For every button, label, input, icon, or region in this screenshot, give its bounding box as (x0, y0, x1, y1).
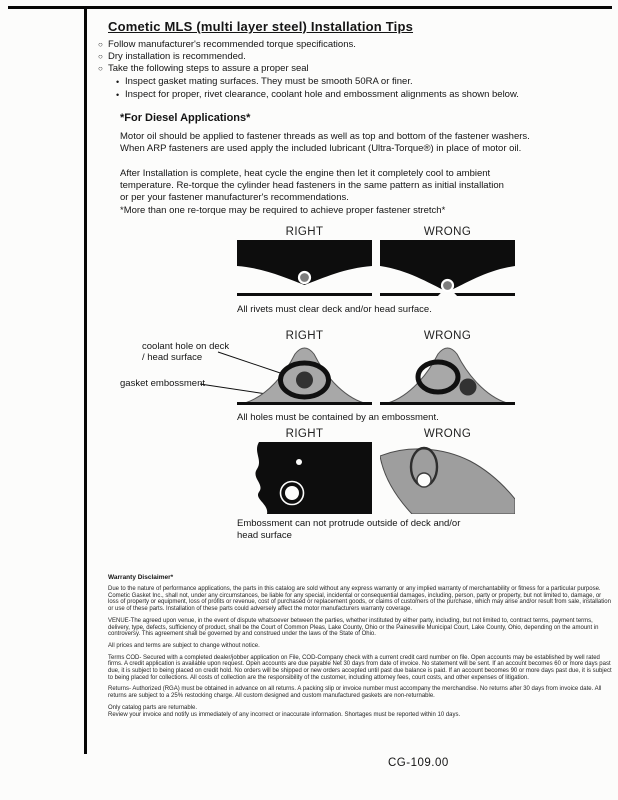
page-title: Cometic MLS (multi layer steel) Installation Tips (108, 19, 414, 34)
diesel-paragraph-2 (120, 168, 504, 204)
diesel-applications-heading: *For Diesel Applications* (120, 112, 251, 124)
paragraph-line: temperature. Re-torque the cylinder head fasteners in the same pattern as initial installation (120, 180, 504, 191)
list-item (116, 76, 608, 89)
paragraph-line: or per your fastener manufacturer's recommendations. (120, 192, 349, 203)
list-item (98, 63, 608, 75)
embossment-inside-illustration (237, 442, 372, 514)
dot-bullet-icon: • (116, 77, 120, 87)
bullet-text: Take the following steps to assure a proper seal (108, 63, 309, 74)
hole-contained-illustration (237, 344, 372, 406)
row1-right-header: RIGHT (285, 226, 324, 238)
rivet-right-diagram (237, 240, 372, 298)
warranty-disclaimer-section (108, 574, 613, 723)
warranty-paragraph: Only catalog parts are returnable. (108, 704, 198, 711)
paragraph-line: After Installation is complete, heat cycle the engine then let it completely cool to ambient (120, 168, 491, 179)
left-border-rule (84, 6, 87, 754)
rivet-touching-illustration (380, 240, 515, 298)
coolant-hole-callout: coolant hole on deck / head surface (142, 341, 230, 363)
circle-bullet-icon: ○ (98, 40, 103, 49)
dot-bullet-icon: • (116, 89, 120, 100)
list-item (116, 89, 608, 102)
protrusion-wrong-diagram (380, 442, 515, 514)
protrusion-right-diagram (237, 442, 372, 514)
bullet-text: Inspect for proper, rivet clearance, coolant hole and embossment alignments as shown below. (125, 88, 519, 100)
list-item (98, 51, 608, 63)
row3-caption: Embossment can not protrude outside of deck and/or head surface (237, 518, 461, 541)
warranty-paragraph: All prices and terms are subject to change without notice. (108, 642, 260, 649)
paragraph-line: Motor oil should be applied to fastener threads as well as top and bottom of the fastener washers. (120, 131, 530, 142)
row2-caption: All holes must be contained by an embossment. (237, 412, 439, 423)
row3-right-header: RIGHT (285, 428, 324, 440)
warranty-paragraph: Due to the nature of performance applications, the parts in this catalog are sold without any express warranty or any implied warranty of merchantability or fitness for a particular purpose. Cometic Gasket Inc., shall not, under any circumstances, be liable for any special, incidental or consequential damages, including, person, party or property, but not limited to, damage, or loss of property or equipment, loss of profits or revenue, cost of purchased or replacement goods, or claims of customers of the purchase, which may arise and/or result from sale, installation or use of these parts. Installation of these parts could adversely affect the motor manufacturers warranty coverage. (108, 586, 611, 613)
circle-bullet-icon: ○ (98, 52, 103, 61)
warranty-paragraph: Returns- Authorized (RGA) must be obtained in advance on all returns. A packing slip or invoice number must accompany the merchandise. No returns after 30 days from invoice date. All returns are subject to a 25% restocking charge. All custom designed and custom manufactured gaskets are non-returnable. (108, 686, 602, 700)
circle-bullet-icon: ○ (98, 64, 103, 73)
diesel-paragraph-1 (120, 131, 530, 155)
bullet-text: Inspect gasket mating surfaces. They must be smooth 50RA or finer. (125, 76, 413, 87)
row2-right-header: RIGHT (285, 330, 324, 342)
paragraph-line: When ARP fasteners are used apply the included lubricant (Ultra-Torque®) in place of motor oil. (120, 143, 522, 154)
hole-not-contained-illustration (380, 344, 515, 406)
list-item (98, 39, 608, 51)
warranty-paragraph: VENUE-The agreed upon venue, in the event of dispute whatsoever between the parties, whether instituted by either party, including, but not limited to, contract terms, payment terms, delivery, type, defects, sufficiency of product, shall be the Court of Common Pleas, Lake County, Ohio or the Painesville Municipal Court, Lake County, Ohio, depending on the amount in controversy. This agreement shall be governed by and construed under the laws of the State of Ohio. (108, 617, 599, 638)
rivet-clear-illustration (237, 240, 372, 298)
top-border-rule (8, 6, 612, 9)
warranty-heading: Warranty Disclaimer* (108, 574, 174, 581)
embossment-wrong-diagram (380, 344, 515, 406)
installation-tips-list (98, 39, 608, 101)
gasket-embossment-callout: gasket embossment (120, 378, 206, 389)
bullet-text: Follow manufacturer's recommended torque specifications. (108, 39, 356, 50)
bullet-text: Dry installation is recommended. (108, 51, 246, 62)
sub-list (116, 76, 608, 101)
page-code: CG-109.00 (388, 757, 449, 769)
row2-wrong-header: WRONG (423, 330, 472, 342)
warranty-paragraph: Review your invoice and notify us immediately of any incorrect or inaccurate information. Shortages must be reported within 10 days. (108, 711, 461, 718)
embossment-protruding-illustration (380, 442, 515, 514)
row1-wrong-header: WRONG (423, 226, 472, 238)
embossment-right-diagram (237, 344, 372, 406)
retorque-note (120, 205, 445, 217)
warranty-paragraph: Terms COD- Secured with a completed dealer/jobber application on File, COD-Company check with a current credit card number on file. Open accounts may be established by well rated firms. A credit application is available upon request. Open accounts are due payable Net 30 days from date of invoice. No statement will be sent. If an account becomes 60 or more days past due, it is subject to being placed on credit hold. No orders will be shipped or new orders accepted until past due balance is paid. If an account becomes 90 or more days past due, it is subject to being placed for collections. All costs of collection are the responsibility of the customer, including attorney fees, court costs, and other expenses of litigation. (108, 654, 612, 681)
row1-caption: All rivets must clear deck and/or head surface. (237, 304, 432, 315)
rivet-wrong-diagram (380, 240, 515, 298)
row3-wrong-header: WRONG (423, 428, 472, 440)
paragraph-line: *More than one re-torque may be required to achieve proper fastener stretch* (120, 205, 446, 216)
